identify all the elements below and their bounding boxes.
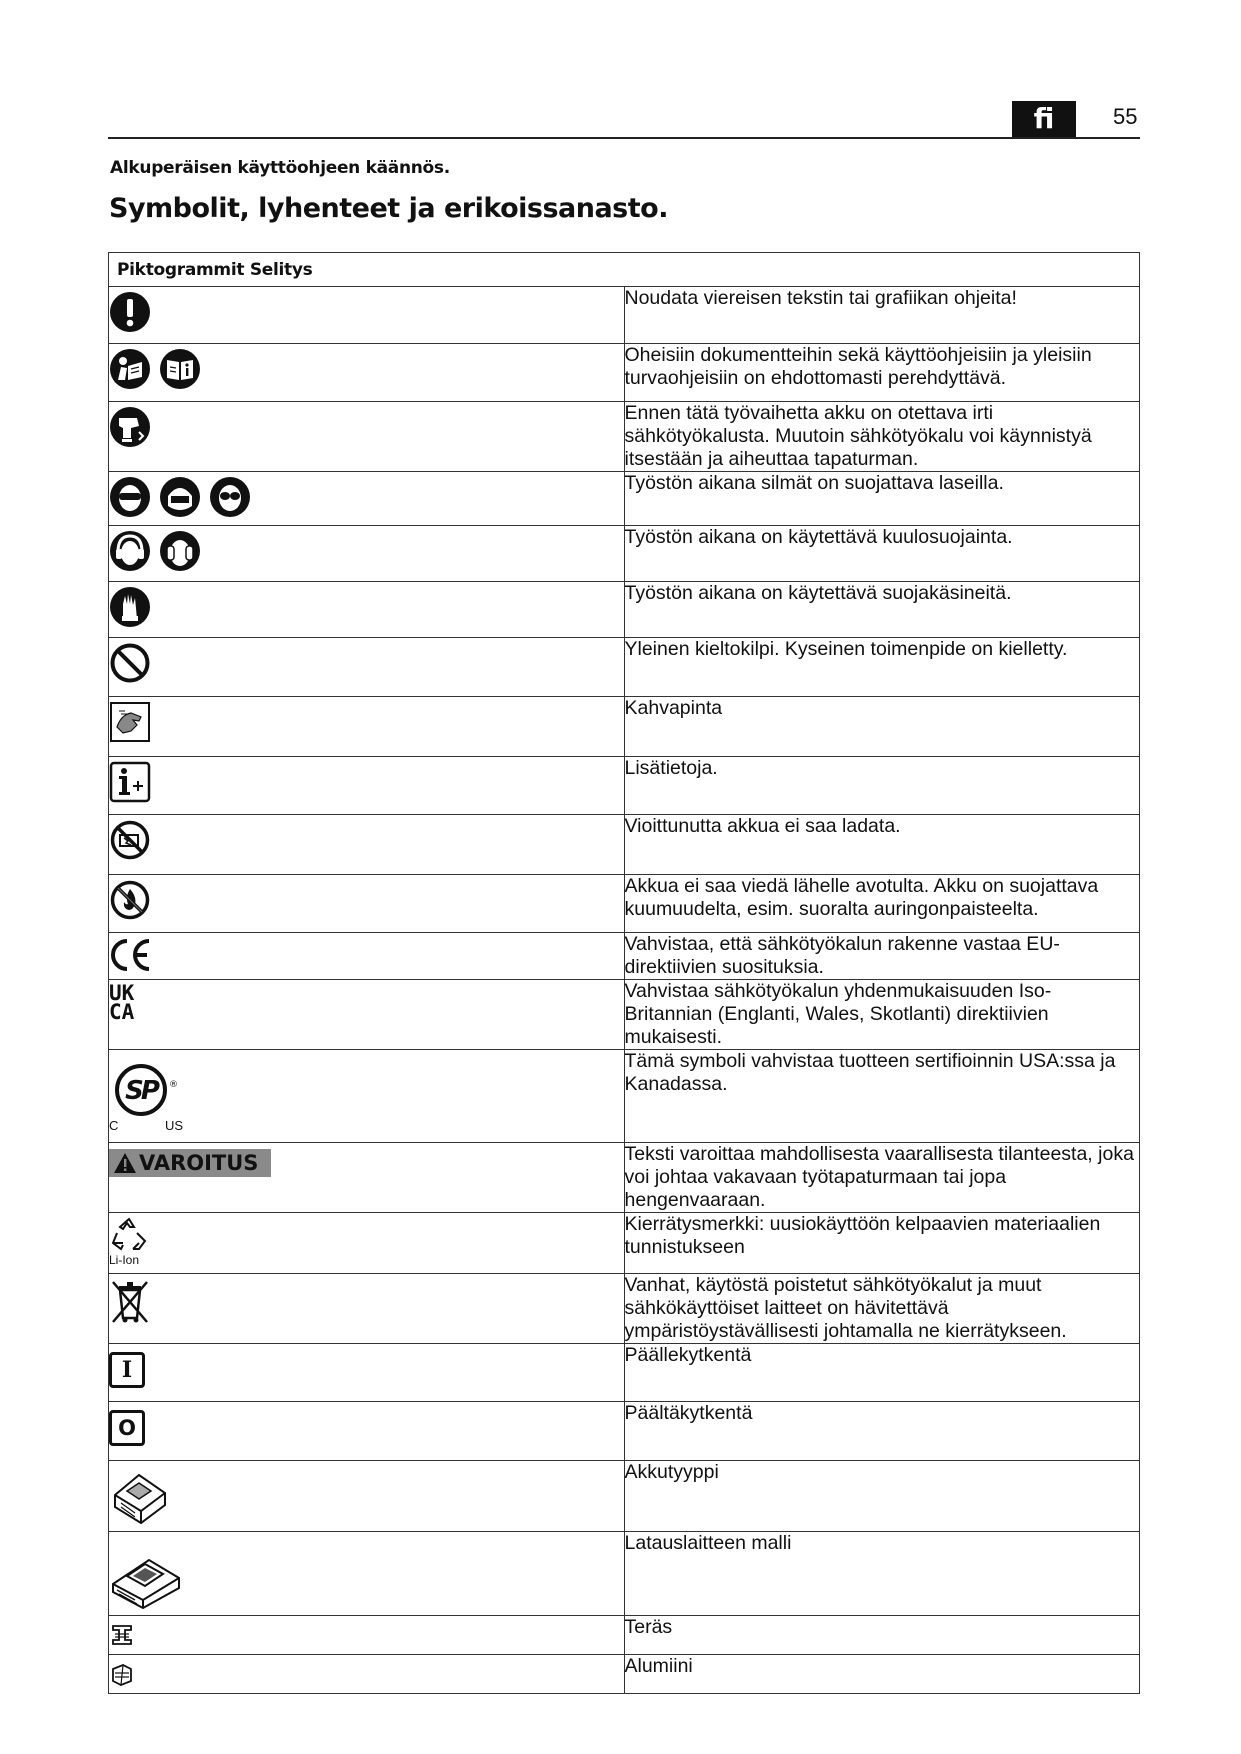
csa-mark-icon (109, 1054, 199, 1136)
row-description: Noudata viereisen tekstin tai grafiikan ohjeita! (624, 287, 1140, 344)
table-row (109, 875, 1140, 933)
table-row (109, 933, 1140, 980)
no-charging-damaged-battery-icon (109, 819, 151, 861)
symbols-table (108, 252, 1140, 1694)
grip-surface-icon (109, 701, 151, 743)
ukca-mark-icon (109, 981, 135, 1024)
row-description: Vioittunutta akkua ei saa ladata. (624, 815, 1140, 875)
table-row (109, 402, 1140, 472)
row-description: Akkutyyppi (624, 1461, 1140, 1532)
power-off-icon (109, 1410, 145, 1446)
row-description: Kierrätysmerkki: uusiokäyttöön kelpaavien materiaalien tunnistukseen (624, 1213, 1140, 1274)
table-row (109, 815, 1140, 875)
table-row (109, 980, 1140, 1050)
row-description: Tämä symboli vahvistaa tuotteen sertifioinnin USA:ssa ja Kanadassa. (624, 1050, 1140, 1143)
table-row (109, 344, 1140, 402)
row-description: Päällekytkentä (624, 1344, 1140, 1402)
protective-gloves-icon (109, 586, 151, 628)
row-description: Vahvistaa, että sähkötyökalun rakenne vastaa EU-direktiivien suosituksia. (624, 933, 1140, 980)
page-title: Symbolit, lyhenteet ja erikoissanasto. (109, 193, 668, 224)
page-number: 55 (1113, 104, 1138, 129)
row-description: Yleinen kieltokilpi. Kyseinen toimenpide on kielletty. (624, 638, 1140, 697)
charger-model-icon (109, 1544, 183, 1610)
csa-us-label: US (165, 1118, 184, 1133)
table-row (109, 526, 1140, 582)
row-description: Kahvapinta (624, 697, 1140, 757)
row-description: Ennen tätä työvaihetta akku on otettava irti sähkötyökalusta. Muutoin sähkötyökalu voi käynnistyä itsestään ja aiheuttaa tapaturman. (624, 402, 1140, 472)
steel-icon (109, 1622, 135, 1648)
power-on-icon (109, 1352, 145, 1388)
table-row (109, 1616, 1140, 1655)
table-row (109, 1655, 1140, 1694)
table-row (109, 1461, 1140, 1532)
row-description: Lisätietoja. (624, 757, 1140, 815)
ukca-ca-text: CA (109, 1000, 135, 1024)
row-description: Latauslaitteen malli (624, 1532, 1140, 1616)
more-info-icon (109, 761, 151, 803)
language-badge: fi (1012, 101, 1076, 137)
read-documentation-icon (159, 348, 201, 390)
column-header: Piktogrammit Selitys (109, 253, 625, 287)
li-ion-label: Li-Ion (109, 1253, 140, 1267)
document-subtitle: Alkuperäisen käyttöohjeen käännös. (110, 158, 450, 178)
ce-mark-icon (109, 937, 153, 973)
table-row (109, 1274, 1140, 1344)
table-row (109, 582, 1140, 638)
weee-crossed-bin-icon (109, 1278, 151, 1324)
table-row (109, 287, 1140, 344)
mandatory-action-icon (109, 291, 151, 333)
table-row (109, 1344, 1140, 1402)
table-row (109, 1532, 1140, 1616)
no-open-fire-icon (109, 879, 151, 921)
row-description: Työstön aikana on käytettävä kuulosuojainta. (624, 526, 1140, 582)
face-shield-icon (159, 476, 201, 518)
column-header-blank (624, 253, 1140, 287)
csa-registered: ® (169, 1080, 178, 1090)
ear-protection-icon (109, 530, 151, 572)
row-description: Teräs (624, 1616, 1140, 1655)
table-row (109, 638, 1140, 697)
eye-protection-icon (109, 476, 151, 518)
row-description: Akkua ei saa viedä lähelle avotulta. Akku on suojattava kuumuudelta, esim. suoralta auringonpaisteelta. (624, 875, 1140, 933)
remove-battery-icon (109, 406, 151, 448)
table-row (109, 1143, 1140, 1213)
power-off-glyph: O (118, 1416, 136, 1440)
row-description: Alumiini (624, 1655, 1140, 1694)
ear-protection-alt-icon (159, 530, 201, 572)
warning-label-icon (109, 1149, 271, 1177)
table-row (109, 472, 1140, 526)
table-header-row (109, 253, 1140, 287)
safety-goggles-icon (209, 476, 251, 518)
battery-type-icon (109, 1465, 171, 1527)
ukca-uk-text: UK (109, 981, 135, 1005)
row-description: Työstön aikana silmät on suojattava laseilla. (624, 472, 1140, 526)
warning-label-text: VAROITUS (139, 1151, 259, 1175)
row-description: Teksti varoittaa mahdollisesta vaarallisesta tilanteesta, joka voi johtaa vakavaan työtapaturmaan tai jopa hengenvaaraan. (624, 1143, 1140, 1213)
power-on-glyph: I (121, 1357, 133, 1383)
csa-c-label: C (109, 1118, 119, 1133)
table-row (109, 697, 1140, 757)
header-rule (108, 137, 1140, 139)
row-description: Vahvistaa sähkötyökalun yhdenmukaisuuden Iso-Britannian (Englanti, Wales, Skotlanti) direktiivien mukaisesti. (624, 980, 1140, 1050)
table-row (109, 1050, 1140, 1143)
csa-letters: SP (125, 1076, 157, 1106)
row-description: Vanhat, käytöstä poistetut sähkötyökalut ja muut sähkökäyttöiset laitteet on hävitettävä ympäristöystävällisesti johtamalla ne kierrätykseen. (624, 1274, 1140, 1344)
table-row (109, 757, 1140, 815)
read-manual-icon (109, 348, 151, 390)
row-description: Työstön aikana on käytettävä suojakäsineitä. (624, 582, 1140, 638)
row-description: Oheisiin dokumentteihin sekä käyttöohjeisiin ja yleisiin turvaohjeisiin on ehdottomasti perehdyttävä. (624, 344, 1140, 402)
aluminium-icon (109, 1661, 135, 1687)
prohibition-icon (109, 642, 151, 684)
warning-triangle-icon (113, 1152, 137, 1174)
table-row (109, 1213, 1140, 1274)
table-row (109, 1402, 1140, 1461)
recycling-li-ion-icon (109, 1215, 149, 1255)
row-description: Päältäkytkentä (624, 1402, 1140, 1461)
